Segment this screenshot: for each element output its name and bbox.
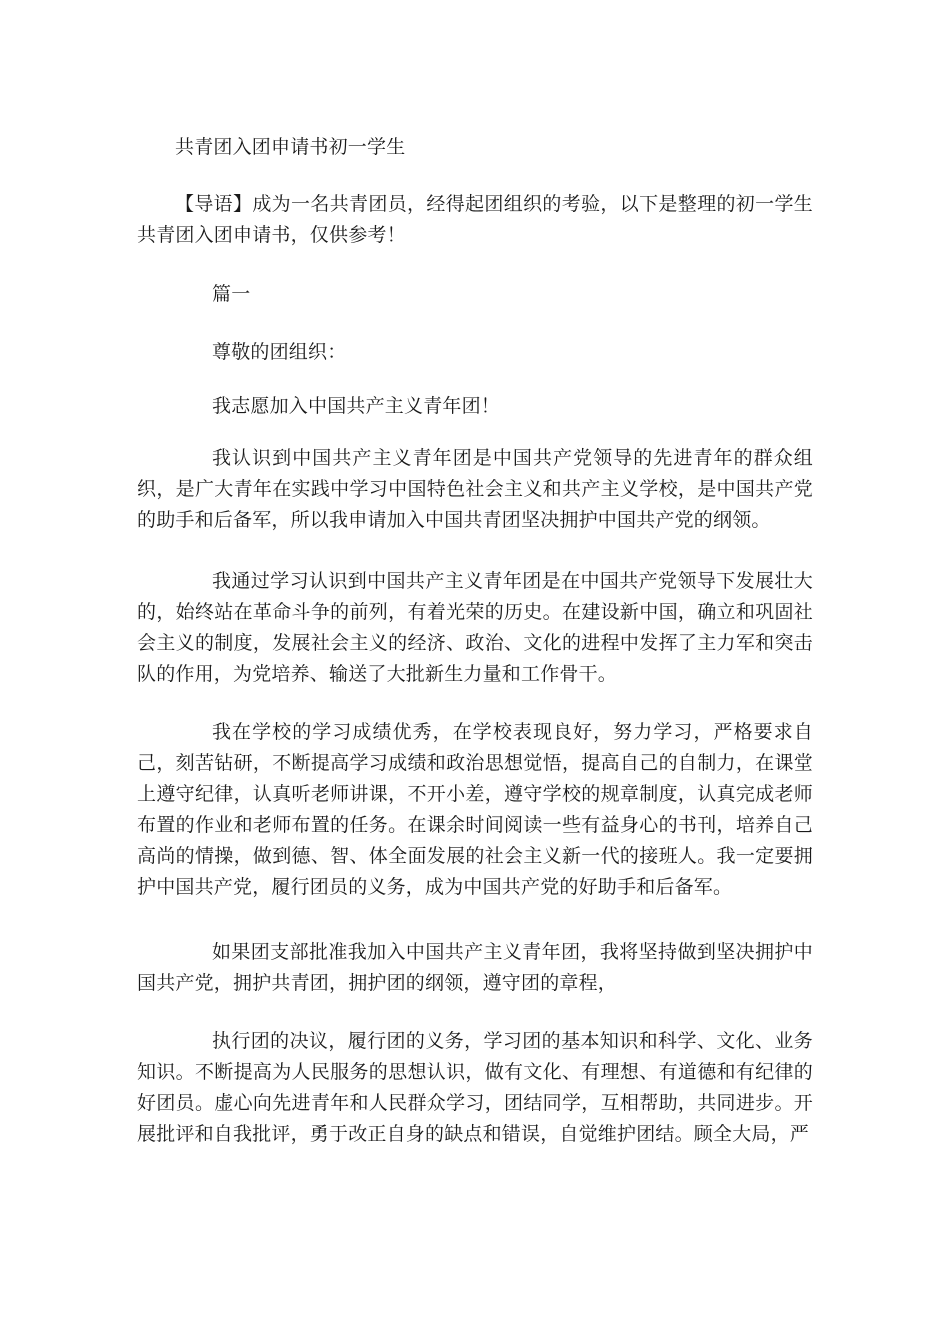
- body-paragraph: 执行团的决议，履行团的义务，学习团的基本知识和科学、文化、业务知识。不断提高为人民服务的思想认识，做有文化、有理想、有道德和有纪律的好团员。虚心向先进青年和人民群众学习，团结同学，互相帮助，共同进步。开展批评和自我批评，勇于改正自身的缺点和错误，自觉维护团结。顾全大局，严: [137, 1030, 813, 1145]
- body-paragraph: 我志愿加入中国共产主义青年团！: [212, 395, 501, 417]
- body-paragraph: 我在学校的学习成绩优秀，在学校表现良好，努力学习，严格要求自己，刻苦钻研，不断提高学习成绩和政治思想觉悟，提高自己的自制力，在课堂上遵守纪律，认真听老师讲课，不开小差，遵守学校的规章制度，认真完成老师布置的作业和老师布置的任务。在课余时间阅读一些有益身心的书刊，培养自己高尚的情操，做到德、智、体全面发展的社会主义新一代的接班人。我一定要拥护中国共产党，履行团员的义务，成为中国共产党的好助手和后备军。: [137, 721, 813, 898]
- body-paragraph: 我通过学习认识到中国共产主义青年团是在中国共产党领导下发展壮大的，始终站在革命斗争的前列，有着光荣的历史。在建设新中国，确立和巩固社会主义的制度，发展社会主义的经济、政治、文化的进程中发挥了主力军和突击队的作用，为党培养、输送了大批新生力量和工作骨干。: [137, 570, 813, 685]
- document-title: 共青团入团申请书初一学生: [175, 136, 406, 158]
- body-paragraph: 如果团支部批准我加入中国共产主义青年团，我将坚持做到坚决拥护中国共产党，拥护共青团，拥护团的纲领，遵守团的章程，: [137, 941, 813, 994]
- section-heading: 篇一: [212, 283, 251, 305]
- body-paragraph: 我认识到中国共产主义青年团是中国共产党领导的先进青年的群众组织，是广大青年在实践中学习中国特色社会主义和共产主义学校，是中国共产党的助手和后备军，所以我申请加入中国共青团坚决拥护中国共产党的纲领。: [137, 447, 813, 531]
- salutation: 尊敬的团组织：: [212, 341, 347, 363]
- intro-paragraph: 【导语】成为一名共青团员，经得起团组织的考验，以下是整理的初一学生共青团入团申请书，仅供参考！: [137, 193, 813, 246]
